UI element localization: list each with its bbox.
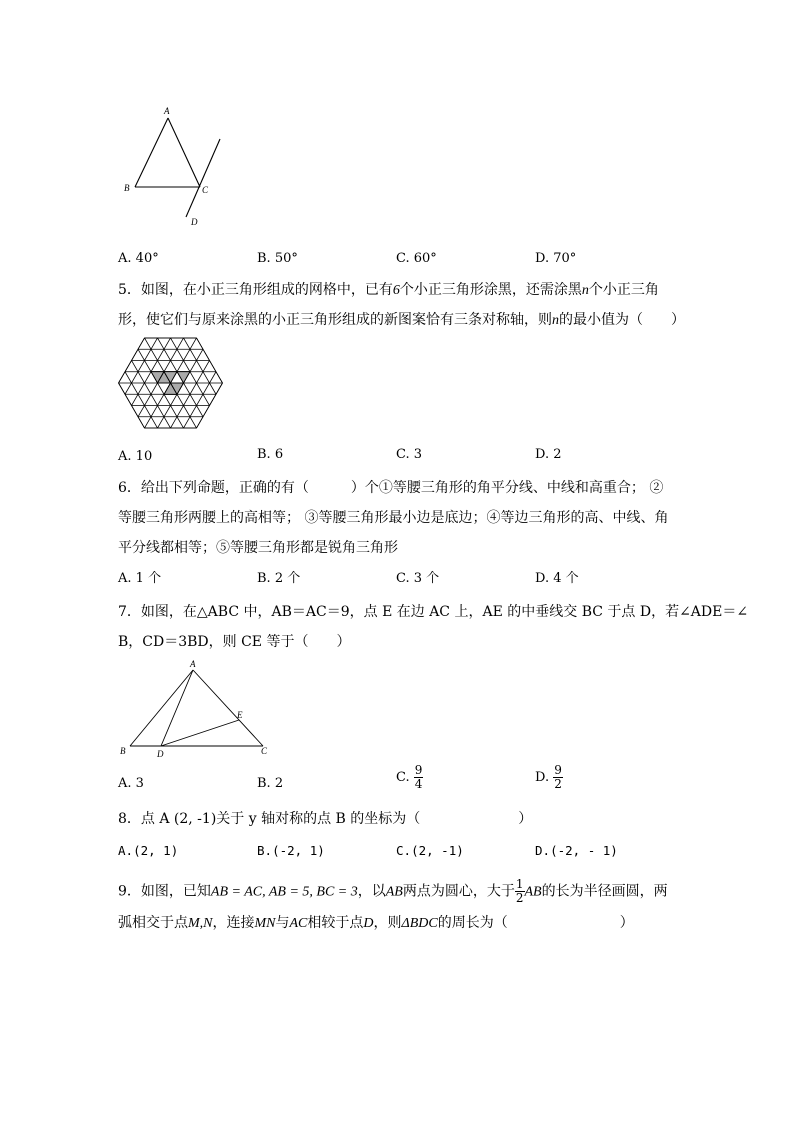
q9-stem-line1: 9．如图，已知AB = AC, AB = 5, BC = 3，以AB两点为圆心，大于 $\frac{1}{2}$ AB的长为半径画圆，两 [118,877,668,905]
q5-grid-line [125,372,158,428]
q7-option-b: B. 2 [257,776,284,791]
q6-option-d: D. 4 个 [535,571,579,586]
q4-segment-ac [168,118,200,187]
q4-option-a: A. 40° [118,251,159,266]
q7-segment-ab [130,670,193,746]
q5-triangle-grid [118,336,228,436]
q4-segment-ab [135,118,168,187]
q4-option-d: D. 70° [535,251,577,266]
q5-option-d: D. 2 [535,447,562,462]
q7-option-c-fraction: $\frac{9}{4}$ [414,763,423,791]
q7-option-c: C. $\frac{9}{4}$ [396,763,423,791]
q7-label-c: C [261,746,268,756]
q7-segment-ac [193,670,263,746]
q5-option-a: A. 10 [118,449,153,464]
q7-segment-de [161,720,239,746]
q5-grid-line [125,338,158,394]
q6-stem-line2: 等腰三角形两腰上的高相等； ③等腰三角形最小边是底边；④等边三角形的高、中线、角 [118,510,669,526]
q6-option-b: B. 2 个 [257,571,301,586]
q7-segment-ad [161,670,193,746]
q6-stem-line1: 6．给出下列命题，正确的有（ ）个①等腰三角形的角平分线、中线和高重合； ② [118,480,664,496]
q7-label-b: B [120,746,126,756]
q7-label-d: D [157,749,164,759]
q4-figure [118,104,228,228]
q7-figure [115,658,275,760]
q7-option-d: D. $\frac{9}{2}$ [535,763,562,791]
q4-label-b: B [124,183,130,193]
q5-stem-line2: 形，使它们与原来涂黑的小正三角形组成的新图案恰有三条对称轴，则n的最小值为（ ） [118,312,685,328]
q8-option-c: C.(2, -1) [396,843,464,858]
q4-label-c: C [202,185,209,195]
q6-option-c: C. 3 个 [396,571,440,586]
q8-option-d: D.(-2, - 1) [535,843,618,858]
q4-label-a: A [164,106,170,116]
q8-option-b: B.(-2, 1) [257,843,325,858]
q5-grid-line [184,372,217,428]
q6-option-a: A. 1 个 [118,571,162,586]
q7-option-a: A. 3 [118,776,144,791]
q7-label-a: A [190,659,196,669]
q7-option-d-fraction: $\frac{9}{2}$ [554,763,562,791]
q8-stem: 8．点 A (2, -1)关于 y 轴对称的点 B 的坐标为（ ） [118,811,533,827]
q5-grid-line [158,349,204,428]
q5-grid-line [138,338,184,417]
q7-stem-line2: B，CD＝3BD，则 CE 等于（ ） [118,634,351,650]
q4-option-c: C. 60° [396,251,437,266]
q5-option-c: C. 3 [396,447,423,462]
q6-stem-line3: 平分线都相等；⑤等腰三角形都是锐角三角形 [118,540,398,556]
q9-fraction: $\frac{1}{2}$ [515,877,524,905]
q9-stem-line2: 弧相交于点M,N，连接MN与AC相较于点D，则ΔBDC的周长为（ ） [118,915,634,931]
q4-line-cd [186,139,220,217]
q7-stem-line1: 7．如图，在△ABC 中，AB＝AC＝9，点 E 在边 AC 上，AE 的中垂线交 BC 于点 D，若∠ADE＝∠ [118,604,749,620]
q4-label-d: D [191,217,198,227]
q5-grid-lines [119,338,223,428]
q5-option-b: B. 6 [257,447,284,462]
q5-shaded-triangle [177,372,190,384]
q7-label-e: E [237,710,243,720]
q4-option-b: B. 50° [257,251,298,266]
q5-grid-line [184,338,217,394]
q8-option-a: A.(2, 1) [118,843,179,858]
q5-stem-line1: 5．如图，在小正三角形组成的网格中，已有6个小正三角形涂黑，还需涂黑n个小正三角 [118,282,659,298]
